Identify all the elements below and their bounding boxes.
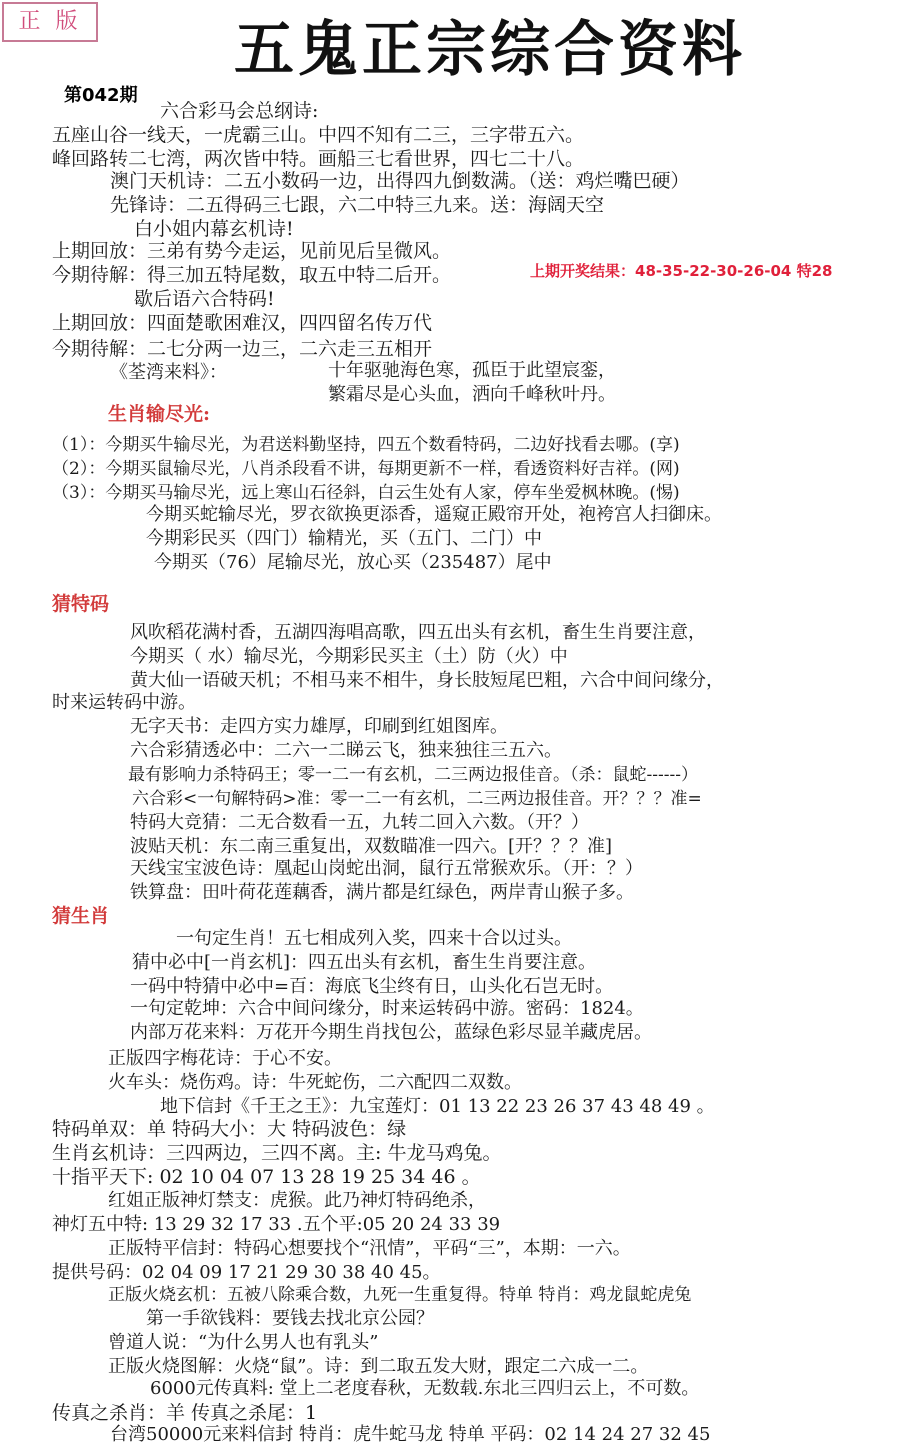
text-line: 白小姐内幕玄机诗! — [134, 218, 294, 240]
text-line: 时来运转码中游。 — [52, 692, 196, 713]
text-line: 火车头：烧伤鸡。诗：牛死蛇伤，二六配四二双数。 — [108, 1072, 522, 1093]
text-line: 歇后语六合特码! — [134, 288, 275, 310]
section-heading: 生肖输尽光: — [108, 403, 211, 425]
genuine-stamp: 正 版 — [2, 2, 98, 42]
text-line: 黄大仙一语破天机；不相马来不相牛，身长肢短尾巴粗，六合中间问缘分， — [130, 670, 724, 691]
text-line: 正版特平信封：特码心想要找个“汛情”，平码“三”，本期：一六。 — [108, 1238, 631, 1259]
text-line: 十指平天下: 02 10 04 07 13 28 19 25 34 46 。 — [52, 1166, 481, 1188]
section-heading: 猜特码 — [52, 593, 110, 615]
text-line: 峰回路转二七湾，两次皆中特。画船三七看世界，四七二十八。 — [52, 148, 585, 170]
text-line: 无字天书：走四方实力雄厚，印刷到红姐图库。 — [130, 716, 508, 737]
text-line: 六合彩马会总纲诗: — [160, 100, 319, 122]
text-line: （2）：今期买鼠输尽光，八肖杀段看不讲，每期更新不一样，看透资料好吉祥。(网) — [52, 459, 680, 479]
text-line: 传真之杀肖：羊 传真之杀尾：1 — [52, 1402, 318, 1424]
text-line: 十年驱驰海色寒，孤臣于此望宸銮， — [328, 360, 616, 381]
text-line: 上期回放：四面楚歌困难汉，四四留名传万代 — [52, 312, 433, 334]
text-line: 最有影响力杀特码王；零一二一有玄机，二三两边报佳音。（杀：鼠蛇------） — [128, 765, 698, 785]
text-line: 上期回放：三弟有势今走运，见前见后呈微风。 — [52, 240, 452, 262]
text-line: 红姐正版神灯禁支：虎猴。此乃神灯特码绝杀， — [108, 1190, 486, 1211]
text-line: 第一手欲钱料：要钱去找北京公园？ — [146, 1308, 434, 1329]
page-title: 五鬼正宗综合资料 — [234, 15, 746, 85]
text-line: 澳门天机诗：二五小数码一边，出得四九倒数满。（送：鸡烂嘴巴硬） — [110, 170, 690, 192]
last-result: 上期开奖结果：48-35-22-30-26-04 特28 — [530, 262, 833, 280]
text-line: 波贴天机：东二南三重复出，双数瞄准一四六。[开？？？准] — [130, 836, 613, 857]
text-line: 今期买蛇输尽光，罗衣欲换更添香，遥窥正殿帘开处，袍袴宫人扫御床。 — [146, 504, 722, 525]
text-line: 猜中必中[一肖玄机]：四五出头有玄机，畜生生肖要注意。 — [132, 952, 597, 973]
text-line: 生肖玄机诗：三四两边，三四不离。主: 牛龙马鸡兔。 — [52, 1142, 502, 1164]
text-line: 内部万花来料：万花开今期生肖找包公，蓝绿色彩尽显羊藏虎居。 — [130, 1022, 652, 1043]
text-line: （3）：今期买马输尽光，远上寒山石径斜，白云生处有人家，停车坐爱枫林晚。(惕) — [52, 483, 680, 503]
text-line: 6000元传真料: 堂上二老度春秋，无数载.东北三四归云上，不可数。 — [150, 1378, 700, 1399]
text-line: 特码大竞猜：二无合数看一五，九转二回入六数。（开？） — [130, 812, 589, 833]
text-line: 一句定生肖！五七相成列入奖，四来十合以过头。 — [176, 928, 572, 949]
text-line: 台湾50000元来料信封 特肖：虎牛蛇马龙 特单 平码：02 14 24 27 32 45 — [110, 1424, 711, 1445]
text-line: 六合彩猜透必中：二六一二睇云飞，独来独往三五六。 — [130, 740, 562, 761]
text-line: 今期待解：二七分两一边三，二六走三五相开 — [52, 338, 433, 360]
text-line: 风吹稻花满村香，五湖四海唱高歌，四五出头有玄机，畜生生肖要注意， — [130, 622, 706, 643]
text-line: 六合彩<一句解特码>准：零一二一有玄机，二三两边报佳音。开？？？准= — [132, 789, 702, 809]
text-line: 一句定乾坤：六合中间问缘分，时来运转码中游。密码：1824。 — [130, 998, 644, 1019]
text-line: 地下信封《千王之王》：九宝莲灯：01 13 22 23 26 37 43 48 49 。 — [160, 1096, 715, 1117]
text-line: 今期买（ 水）输尽光，今期彩民买主（土）防（火）中 — [130, 646, 568, 667]
text-line: 繁霜尽是心头血，洒向千峰秋叶丹。 — [328, 384, 616, 405]
text-line: 五座山谷一线天，一虎霸三山。中四不知有二三，三字带五六。 — [52, 124, 585, 146]
text-line: 铁算盘：田叶荷花莲藕香，满片都是红绿色，两岸青山猴子多。 — [130, 882, 634, 903]
text-line: 特码单双：单 特码大小：大 特码波色：绿 — [52, 1118, 407, 1140]
text-line: 正版火烧玄机：五被八除乘合数，九死一生重复得。特单 特肖：鸡龙鼠蛇虎兔 — [108, 1285, 692, 1305]
text-line: 天线宝宝波色诗：凰起山岗蛇出洞，鼠行五常猴欢乐。（开：？） — [130, 858, 643, 879]
text-line: 今期待解：得三加五特尾数，取五中特二后开。 — [52, 264, 452, 286]
text-line: 今期彩民买（四门）输精光，买（五门、二门）中 — [146, 528, 542, 549]
text-line: 神灯五中特: 13 29 32 17 33 .五个平:05 20 24 33 39 — [52, 1214, 501, 1235]
issue-number: 第042期 — [64, 85, 138, 106]
section-heading: 猜生肖 — [52, 905, 110, 927]
text-line: 曾道人说：“为什么男人也有乳头” — [108, 1332, 379, 1353]
text-line: （1）：今期买牛输尽光，为君送料勤坚持，四五个数看特码，二边好找看去哪。(享) — [52, 435, 680, 455]
text-line: 正版四字梅花诗：于心不安。 — [108, 1048, 342, 1069]
text-line: 提供号码：02 04 09 17 21 29 30 38 40 45。 — [52, 1262, 441, 1283]
text-line: 今期买（76）尾输尽光，放心买（235487）尾中 — [154, 552, 552, 573]
text-line: 《荃湾来料》： — [110, 362, 227, 383]
text-line: 先锋诗：二五得码三七跟，六二中特三九来。送：海阔天空 — [110, 194, 605, 216]
text-line: 正版火烧图解：火烧“鼠”。诗：到二取五发大财，跟定二六成一二。 — [108, 1356, 649, 1377]
text-line: 一码中特猜中必中=百：海底飞尘终有日，山头化石岂无时。 — [130, 976, 614, 997]
